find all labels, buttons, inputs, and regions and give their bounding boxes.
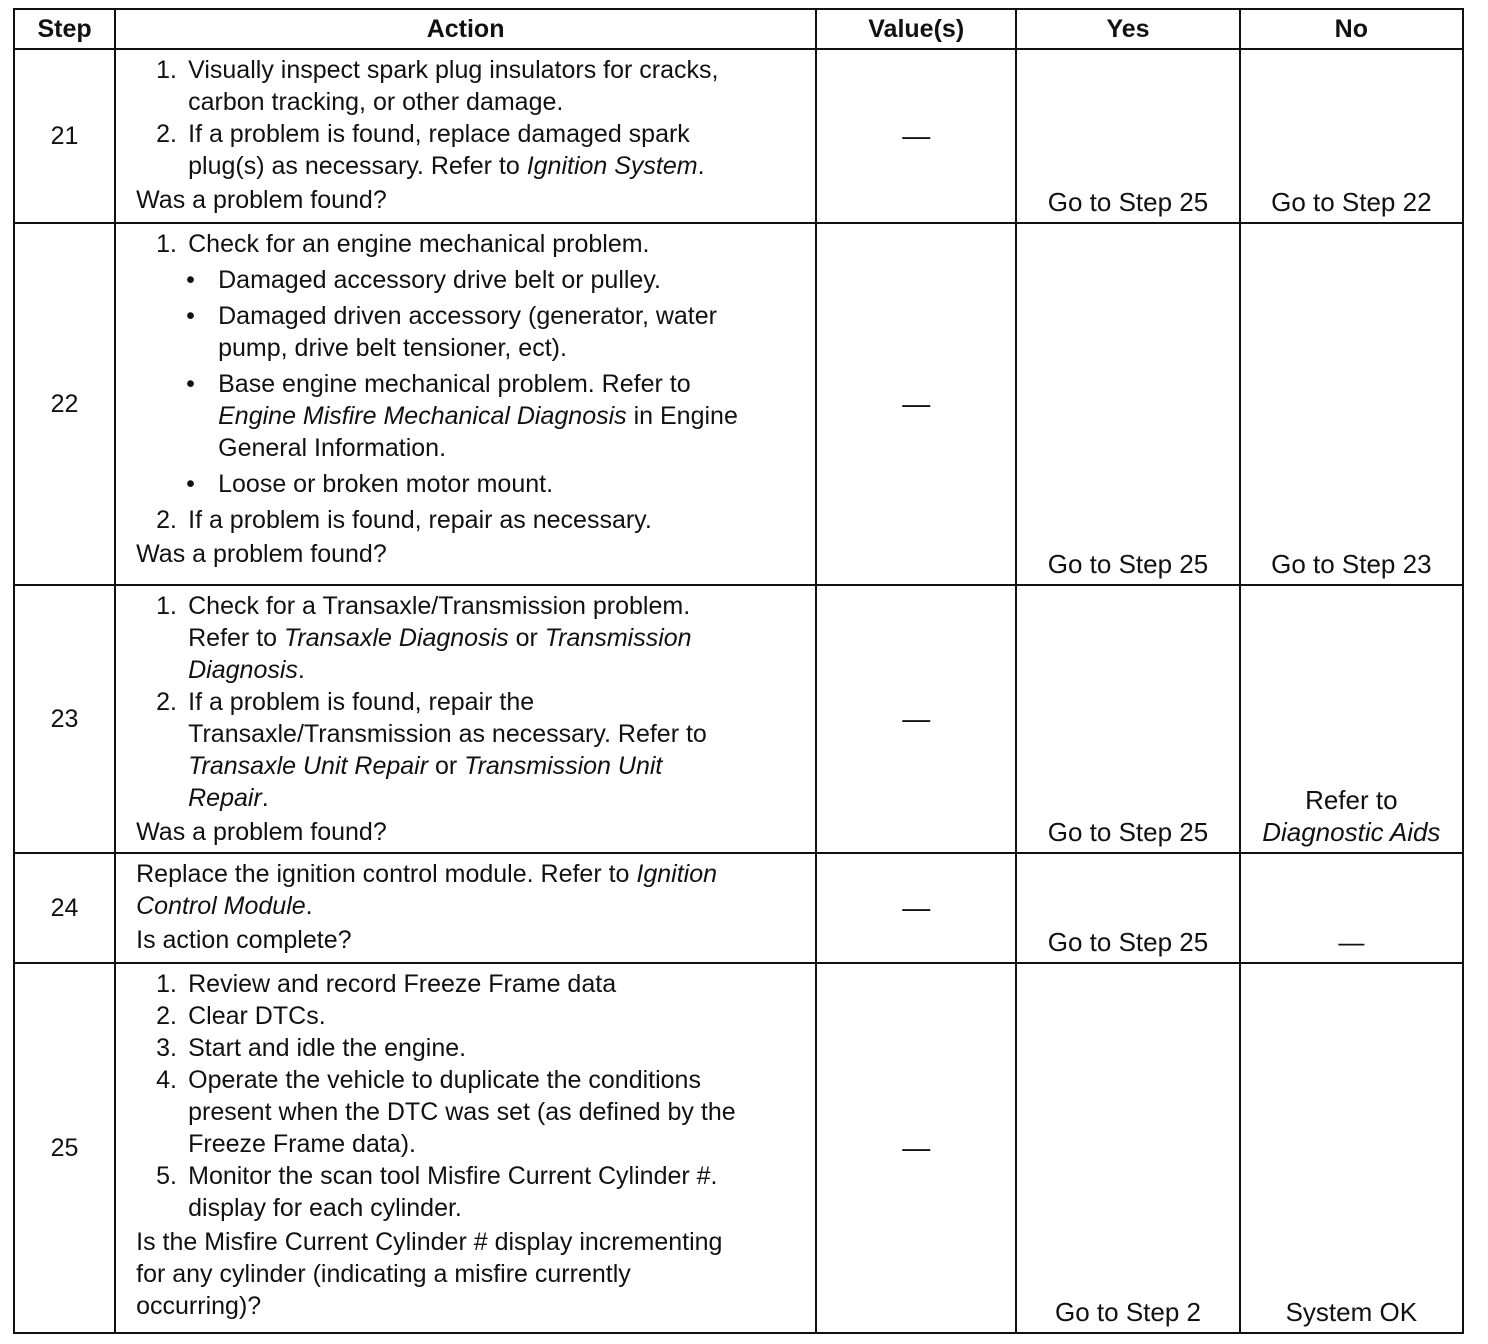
action-cell: [115, 49, 816, 223]
action-item: 2. If a problem is found, replace damaged spark plug(s) as necessary. Refer to Ignition System.: [156, 120, 705, 180]
reference-link: Ignition: [636, 860, 718, 888]
step-number: 21: [14, 49, 115, 223]
header-yes: Yes: [1016, 9, 1239, 49]
value-cell: —: [816, 853, 1016, 963]
action-item: 1. Check for an engine mechanical problem.: [156, 230, 650, 258]
header-action: Action: [115, 9, 816, 49]
action-item: 2. Clear DTCs.: [156, 1002, 326, 1030]
bullet-icon: •: [186, 266, 195, 294]
table-row-step-21: [14, 49, 1463, 223]
table-row-step-24: [14, 853, 1463, 963]
question-text: Was a problem found?: [136, 540, 387, 568]
diagnostic-table: [13, 8, 1464, 1334]
reference-link: Repair: [188, 784, 262, 812]
no-cell: Go to Step 22: [1240, 49, 1463, 223]
table-row-step-23: [14, 585, 1463, 853]
action-cell: [115, 963, 816, 1333]
action-item: 1. Check for a Transaxle/Transmission problem. Refer to Transaxle Diagnosis or Transmission Diagnosis.: [156, 592, 692, 684]
yes-cell: Go to Step 2: [1016, 963, 1239, 1333]
action-item: 4. Operate the vehicle to duplicate the conditions present when the DTC was set (as defined by the Freeze Frame data).: [156, 1066, 736, 1158]
question-text: Is action complete?: [136, 926, 352, 954]
value-cell: —: [816, 223, 1016, 585]
action-item: 2. If a problem is found, repair the Transaxle/Transmission as necessary. Refer to Transaxle Unit Repair or Transmission Unit Repair.: [156, 688, 707, 812]
value-cell: —: [816, 963, 1016, 1333]
question-text: Was a problem found?: [136, 186, 387, 214]
table-row-step-22: [14, 223, 1463, 585]
bullet-icon: •: [186, 370, 195, 398]
bullet-item: • Loose or broken motor mount.: [186, 470, 554, 498]
header-step: Step: [14, 9, 115, 49]
bullet-item: • Damaged accessory drive belt or pulley.: [186, 266, 661, 294]
value-cell: —: [816, 49, 1016, 223]
bullet-item: • Damaged driven accessory (generator, water pump, drive belt tensioner, ect).: [186, 302, 717, 362]
question-text: Was a problem found?: [136, 818, 387, 846]
action-item: 2. If a problem is found, repair as necessary.: [156, 506, 652, 534]
step-number: 24: [14, 853, 115, 963]
yes-cell: Go to Step 25: [1016, 585, 1239, 853]
action-cell: [115, 223, 816, 585]
value-cell: —: [816, 585, 1016, 853]
step-number: 25: [14, 963, 115, 1333]
action-item: 1. Visually inspect spark plug insulators for cracks, carbon tracking, or other damage.: [156, 56, 719, 116]
yes-cell: Go to Step 25: [1016, 223, 1239, 585]
no-cell: System OK: [1240, 963, 1463, 1333]
reference-link: Diagnostic Aids: [1262, 817, 1441, 847]
reference-link: Transmission Unit: [464, 752, 663, 780]
action-cell: [115, 585, 816, 853]
no-cell: —: [1240, 853, 1463, 963]
yes-cell: Go to Step 25: [1016, 853, 1239, 963]
yes-cell: Go to Step 25: [1016, 49, 1239, 223]
bullet-item: • Base engine mechanical problem. Refer to Engine Misfire Mechanical Diagnosis in Engine General Information.: [186, 370, 738, 462]
reference-link: Transaxle Diagnosis: [284, 624, 509, 652]
reference-link: Transaxle Unit Repair: [188, 752, 429, 780]
header-row: [14, 9, 1463, 49]
table-row-step-25: [14, 963, 1463, 1333]
bullet-icon: •: [186, 302, 195, 330]
bullet-icon: •: [186, 470, 195, 498]
reference-link: Ignition System: [526, 152, 698, 180]
step-number: 22: [14, 223, 115, 585]
reference-link: Diagnosis: [188, 656, 298, 684]
reference-link: Control Module: [136, 892, 306, 920]
action-cell: Replace the ignition control module. Refer to Ignition Control Module. Is action complete?: [115, 853, 816, 963]
reference-link: Engine Misfire Mechanical Diagnosis: [218, 402, 627, 430]
action-item: 1. Review and record Freeze Frame data: [156, 970, 617, 998]
step-number: 23: [14, 585, 115, 853]
question-text: Is the Misfire Current Cylinder # display incrementing for any cylinder (indicating a misfire currently occurring)?: [136, 1228, 723, 1320]
no-cell: Refer to Diagnostic Aids: [1240, 585, 1463, 853]
action-item: 5. Monitor the scan tool Misfire Current Cylinder #. display for each cylinder.: [156, 1162, 718, 1222]
header-values: Value(s): [816, 9, 1016, 49]
reference-link: Transmission: [544, 624, 692, 652]
action-item: 3. Start and idle the engine.: [156, 1034, 467, 1062]
header-no: No: [1240, 9, 1463, 49]
no-cell: Go to Step 23: [1240, 223, 1463, 585]
